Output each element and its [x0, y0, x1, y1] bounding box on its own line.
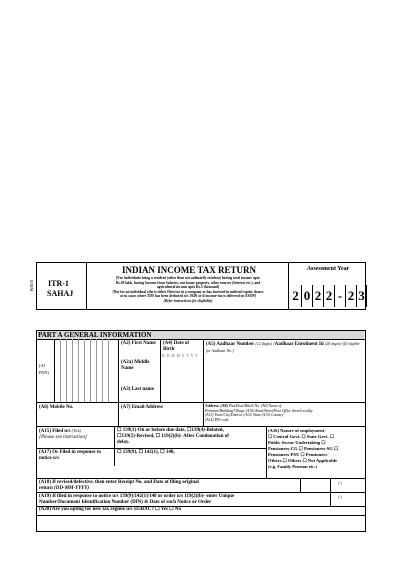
a19-label-2: Number/Document Identification Number (DIN) & Date of such Notice or Order — [39, 500, 212, 505]
rule — [118, 402, 119, 426]
rule — [114, 426, 115, 466]
rule — [102, 339, 103, 402]
part-a-heading: PART A GENERAL INFORMATION — [38, 331, 364, 339]
aadhaar-or: /Aadhaar Enrolment Id — [273, 342, 324, 347]
last-name-label: (A3) Last name — [121, 387, 155, 392]
a16-line-5[interactable]: Others ☐ Others ☐ Not Applicable — [268, 458, 338, 463]
rule — [330, 492, 331, 506]
a15-tick: (Tick) — [71, 428, 81, 433]
a17-options[interactable]: ☐ 139(9), ☐ 142(1), ☐ 148, — [117, 450, 175, 455]
rule — [84, 339, 85, 402]
aadhaar-label-text: (A5) Aadhaar Number — [206, 342, 255, 347]
form-sub: SAHAJ — [47, 289, 74, 298]
rule — [78, 339, 79, 402]
desc-line-2: Rs.50 lakh, having Income from Salaries, one house property, other sources (Interest etc.), and — [115, 280, 261, 285]
address-block — [205, 404, 365, 422]
rule — [118, 339, 119, 402]
rule — [36, 492, 366, 493]
aadhaar-label — [206, 341, 364, 355]
aadhaar-hint-2: (28 digits) — [324, 341, 342, 346]
rule — [36, 515, 366, 516]
a19-date[interactable]: / / — [338, 496, 343, 501]
header-divider-left — [86, 262, 87, 310]
aadhaar-hint-3: (If eligible for Aadhaar No.) — [206, 341, 360, 353]
form-label: FORM — [29, 280, 34, 292]
address-label: Address: (A8) — [205, 404, 228, 408]
ay-digit-box — [290, 285, 366, 307]
desc-line-3: agricultural income upto Rs.5 thousand] — [157, 285, 219, 290]
a19-block — [39, 494, 329, 506]
a18-label: (A18) If revised/defective, then enter Receipt No. and Date of filing original — [39, 480, 199, 485]
address-line-4: (A14) PIN code — [205, 417, 229, 422]
rule — [266, 426, 267, 478]
rule — [36, 478, 366, 479]
desc-line-4: [Not for an individual who is either Director in a company or has invested in unlisted equity shares — [112, 289, 264, 294]
ay-digit: 2 — [345, 285, 356, 307]
pan-label — [39, 362, 53, 376]
a16-label: (A16) Nature of employment- — [268, 428, 326, 433]
address-line-3: (A11) Town/City/District (A12) State (A13) Country — [205, 413, 284, 418]
desc-line-1: [For individuals being a resident (other than not ordinarily resident) having total income upto — [116, 276, 260, 280]
first-name-label: (A2) First Name — [121, 341, 156, 346]
a20-label: (A20) Are you opting for new tax regime u/s 115BAC? — [39, 507, 154, 512]
a15-options[interactable] — [117, 428, 265, 446]
mobile-label: (A6) Mobile No. — [39, 405, 74, 410]
a15-option-2[interactable]: ☐139(5)-Revised, ☐ 119(2)(b)- After Condonation of — [117, 434, 229, 439]
rule — [203, 339, 204, 402]
rule — [66, 339, 67, 402]
rule — [300, 478, 301, 492]
rule — [203, 402, 204, 426]
rule — [36, 402, 366, 403]
pan-input[interactable] — [54, 339, 118, 402]
a18-block — [39, 480, 299, 492]
rule — [72, 339, 73, 402]
email-label: (A7) Email Address — [121, 405, 163, 410]
form-title: INDIAN INCOME TAX RETURN — [122, 265, 256, 275]
middle-name-label: (A2a) Middle Name — [121, 360, 150, 371]
a20-options[interactable]: ☐ Yes ☐ No — [155, 507, 181, 512]
a20-block — [39, 507, 339, 513]
a16-line-4[interactable]: Pensioners-PSU ☐ Pensioners- — [268, 452, 329, 457]
a16-line-2[interactable]: Public Sector Undertaking ☐ — [268, 440, 326, 445]
rule — [90, 339, 91, 402]
a16-line-1[interactable]: ☐ Central Govt. ☐ State Govt. ☐ — [268, 434, 334, 439]
ay-digit: 2 — [292, 288, 299, 303]
refer-instructions: (Refer instructions for eligibility) — [163, 298, 213, 303]
a17-label: (A17) Or Filed in response to notice u/s — [39, 450, 101, 461]
pan-label-text: (A1 PAN) — [39, 363, 49, 375]
rule — [160, 339, 161, 402]
a15-label: (A15) Filed u/s — [39, 429, 71, 434]
a16-block[interactable] — [268, 428, 365, 470]
a16-line-6: (e.g. Family Pension etc.) — [268, 464, 317, 469]
header-desc — [88, 276, 288, 304]
dob-format[interactable]: D D M M Y Y Y Y — [162, 354, 199, 358]
ay-digit: 3 — [356, 285, 367, 307]
ay-digit: 2 — [323, 285, 334, 307]
assessment-year-label: Assessment Year — [306, 266, 350, 272]
a18-format: (DD-MM-YYYY) — [54, 486, 90, 491]
header-divider-right — [288, 262, 289, 310]
rule — [96, 339, 97, 402]
a19-label: (A19) If filed in response to notice u/s 139(9)/142(1)/148 or order u/s 119(2)(b)- enter Unique — [39, 494, 235, 499]
a18-date[interactable]: / / — [338, 482, 343, 487]
address-line-1: Flat/Door/Block No. (A9) Name of — [228, 404, 282, 408]
a15-label-block — [39, 428, 115, 441]
desc-line-5: or in cases where TDS has been deducted u/s 194N or if income-tax is deferred on ESOP] — [120, 294, 256, 299]
a15-option-3: delay. — [117, 440, 130, 445]
a16-line-3[interactable]: Pensioners-CG ☐ Pensioners-SG ☐ — [268, 446, 339, 451]
rule — [330, 478, 331, 492]
aadhaar-hint: (12 digits) — [255, 341, 273, 346]
address-line-2: Premises/Building/Village (A10) Road/Street/Post Office Area/Locality — [205, 408, 313, 413]
a15-option-1[interactable]: ☐ 139(1)-On or before due date, ☐139(4)-Belated, — [117, 428, 224, 433]
ay-digit: 2 — [312, 285, 323, 307]
dob-label: (A4) Date of Birth — [163, 341, 190, 352]
rule — [60, 339, 61, 402]
rule — [36, 426, 366, 427]
a15-note: [Please see instruction] — [39, 435, 87, 440]
a18-label-2: return — [39, 486, 53, 491]
rule — [36, 448, 266, 449]
rule — [108, 339, 109, 402]
ay-digit: 0 — [301, 285, 312, 307]
ay-digit: - — [334, 285, 345, 307]
form-name: ITR-1 — [48, 279, 69, 288]
